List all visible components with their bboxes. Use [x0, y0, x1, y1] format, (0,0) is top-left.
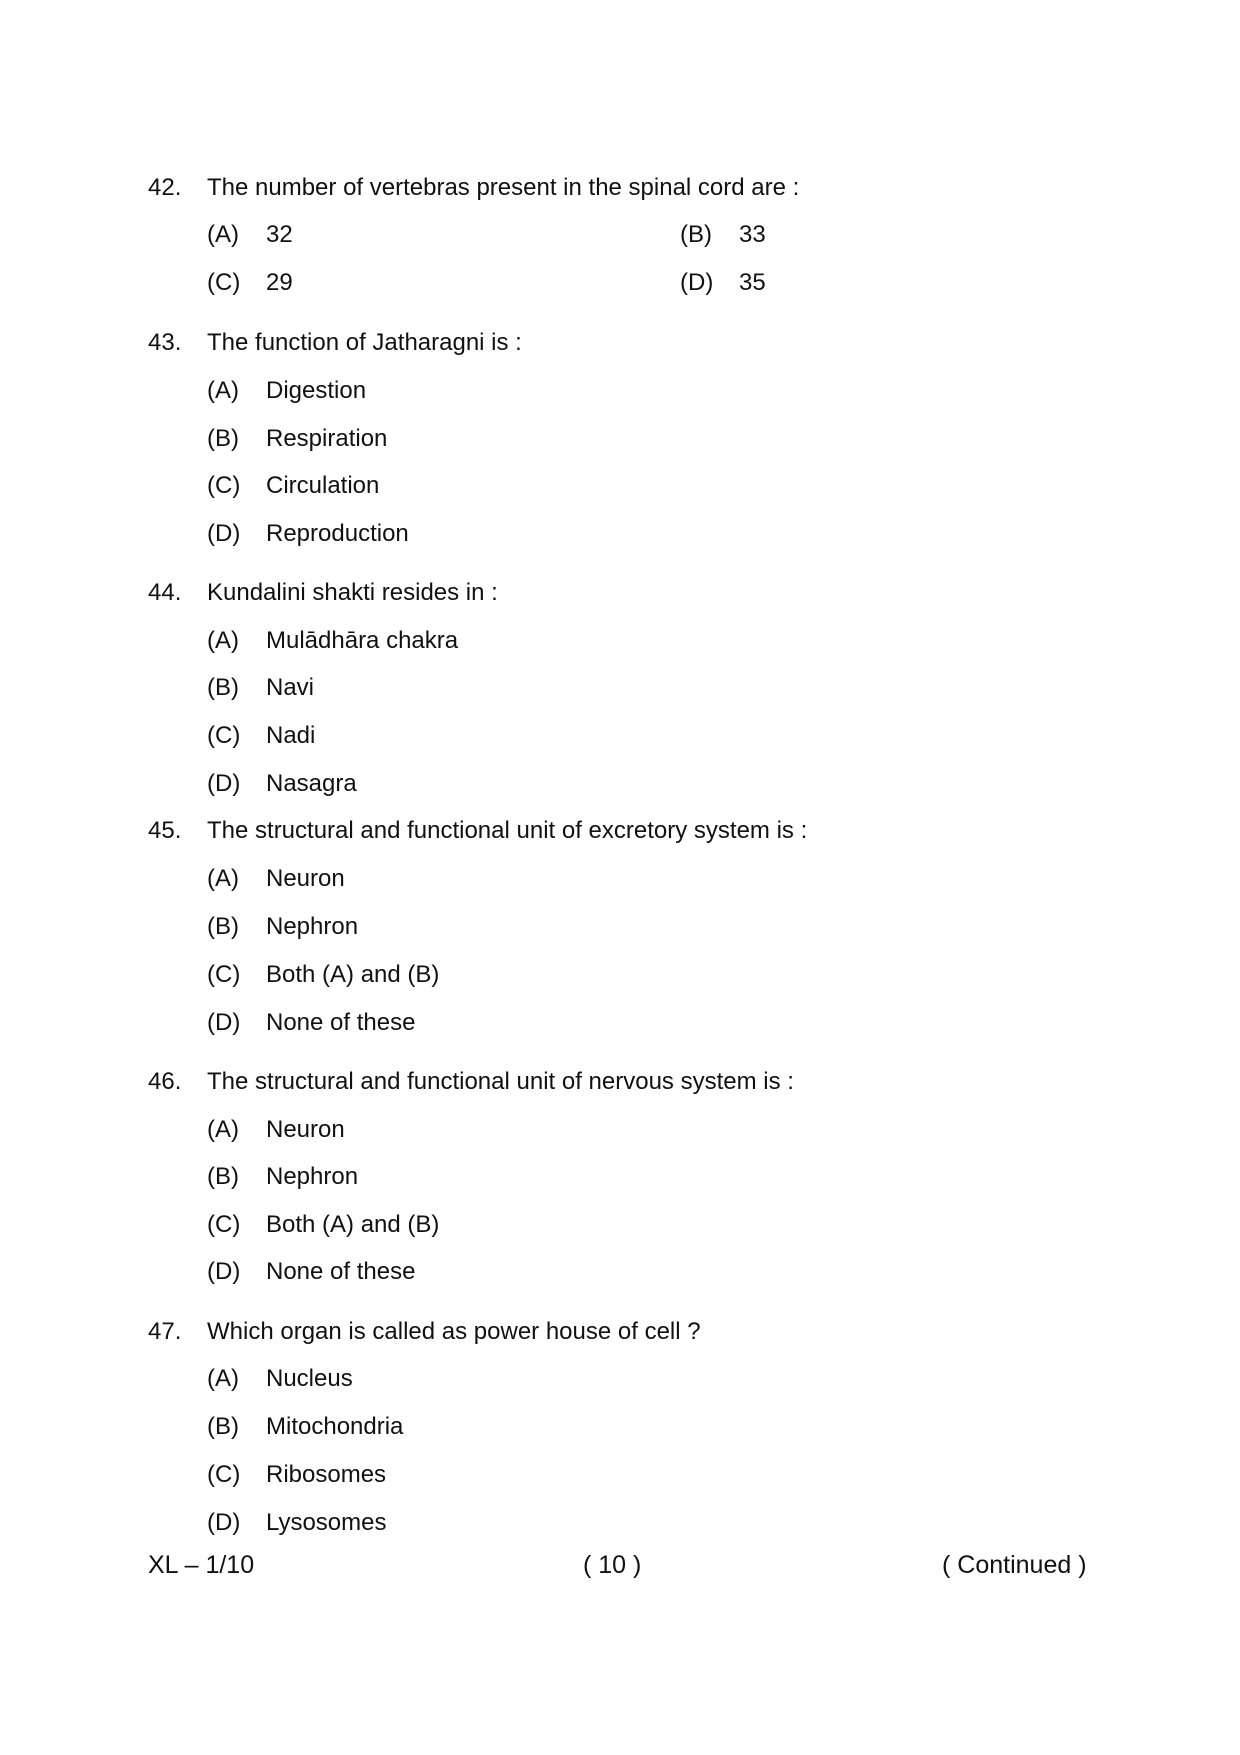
question-42 — [148, 173, 1108, 203]
option-text: Digestion — [266, 377, 367, 404]
option-label: (D) — [207, 1258, 241, 1285]
option-text: Nucleus — [266, 1365, 353, 1392]
option-45-a — [207, 864, 607, 894]
question-number: 42. — [148, 174, 182, 201]
option-45-c — [207, 960, 607, 990]
option-47-a — [207, 1364, 607, 1394]
option-label: (B) — [680, 221, 712, 248]
option-label: (A) — [207, 1365, 239, 1392]
question-43 — [148, 328, 1108, 358]
option-43-b — [207, 424, 607, 454]
option-label: (C) — [207, 1461, 241, 1488]
option-text: 33 — [739, 221, 766, 248]
option-text: Ribosomes — [266, 1461, 387, 1488]
option-label: (B) — [207, 1163, 239, 1190]
option-text: Mitochondria — [266, 1413, 404, 1440]
option-text: Navi — [266, 674, 315, 701]
option-text: Both (A) and (B) — [266, 961, 440, 988]
option-text: None of these — [266, 1009, 416, 1036]
option-46-d — [207, 1257, 607, 1287]
option-43-a — [207, 376, 607, 406]
option-text: Reproduction — [266, 520, 409, 547]
option-text: Respiration — [266, 425, 388, 452]
question-text: The structural and functional unit of nervous system is : — [207, 1068, 794, 1095]
option-label: (C) — [207, 961, 241, 988]
question-number: 47. — [148, 1318, 182, 1345]
option-text: Nadi — [266, 722, 316, 749]
option-text: None of these — [266, 1258, 416, 1285]
question-44 — [148, 578, 1108, 608]
option-46-c — [207, 1210, 607, 1240]
question-text: The structural and functional unit of excretory system is : — [207, 817, 808, 844]
option-text: Nephron — [266, 1163, 359, 1190]
option-label: (A) — [207, 865, 239, 892]
option-42-d — [680, 268, 980, 298]
option-text: Mulādhāra chakra — [266, 627, 459, 654]
option-44-c — [207, 721, 607, 751]
option-42-c — [207, 268, 607, 298]
option-label: (B) — [207, 1413, 239, 1440]
option-47-d — [207, 1508, 607, 1538]
option-label: (C) — [207, 722, 241, 749]
option-43-c — [207, 471, 607, 501]
option-text: Nasagra — [266, 770, 357, 797]
question-text: The number of vertebras present in the spinal cord are : — [207, 174, 800, 201]
option-45-d — [207, 1008, 607, 1038]
option-45-b — [207, 912, 607, 942]
option-text: Circulation — [266, 472, 380, 499]
option-text: 35 — [739, 269, 766, 296]
option-46-b — [207, 1162, 607, 1192]
option-label: (D) — [207, 1509, 241, 1536]
question-47 — [148, 1317, 1108, 1347]
option-47-b — [207, 1412, 607, 1442]
option-label: (A) — [207, 627, 239, 654]
option-text: 29 — [266, 269, 293, 296]
option-text: Nephron — [266, 913, 359, 940]
option-label: (A) — [207, 1116, 239, 1143]
option-label: (D) — [680, 269, 714, 296]
page-number: ( 10 ) — [583, 1551, 642, 1579]
option-47-c — [207, 1460, 607, 1490]
option-46-a — [207, 1115, 607, 1145]
question-number: 45. — [148, 817, 182, 844]
option-label: (D) — [207, 1009, 241, 1036]
option-42-b — [680, 220, 980, 250]
option-label: (C) — [207, 472, 241, 499]
option-label: (A) — [207, 377, 239, 404]
continued-label: ( Continued ) — [942, 1551, 1087, 1579]
option-label: (D) — [207, 520, 241, 547]
option-label: (A) — [207, 221, 239, 248]
question-number: 46. — [148, 1068, 182, 1095]
paper-code: XL – 1/10 — [148, 1551, 255, 1579]
option-label: (B) — [207, 674, 239, 701]
option-44-d — [207, 769, 607, 799]
question-number: 43. — [148, 329, 182, 356]
option-text: Both (A) and (B) — [266, 1211, 440, 1238]
question-text: Which organ is called as power house of cell ? — [207, 1318, 701, 1345]
option-label: (B) — [207, 913, 239, 940]
question-text: Kundalini shakti resides in : — [207, 579, 498, 606]
option-43-d — [207, 519, 607, 549]
option-label: (B) — [207, 425, 239, 452]
question-45 — [148, 816, 1108, 846]
option-44-b — [207, 673, 607, 703]
option-label: (D) — [207, 770, 241, 797]
option-text: 32 — [266, 221, 293, 248]
option-text: Lysosomes — [266, 1509, 387, 1536]
question-46 — [148, 1067, 1108, 1097]
option-label: (C) — [207, 269, 241, 296]
question-number: 44. — [148, 579, 182, 606]
question-text: The function of Jatharagni is : — [207, 329, 522, 356]
option-44-a — [207, 626, 607, 656]
option-42-a — [207, 220, 607, 250]
option-text: Neuron — [266, 1116, 345, 1143]
option-label: (C) — [207, 1211, 241, 1238]
option-text: Neuron — [266, 865, 345, 892]
